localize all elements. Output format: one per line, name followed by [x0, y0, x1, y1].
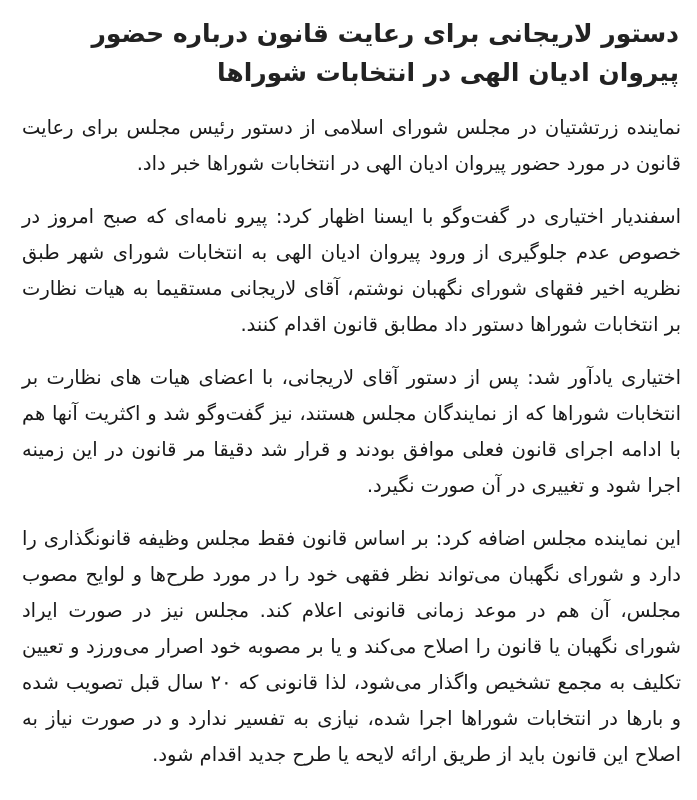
article-paragraph-2: اسفندیار اختیاری در گفت‌وگو با ایسنا اظهار کرد: پیرو نامه‌ای که صبح امروز در خصوص عدم جلوگیری از ورود پیروان ادیان الهی به انتخابات شورای شهر طبق نظریه اخیر فقهای شورای نگهبان نوشتم، آقای لاریجانی مستقیما به هیات نظارت بر انتخابات شوراها دستور داد مطابق قانون اقدام کنند. [22, 205, 681, 336]
article-paragraph-1: نماینده زرتشتیان در مجلس شورای اسلامی از دستور رئیس مجلس برای رعایت قانون در مورد حضور پیروان ادیان الهی در انتخابات شوراها خبر داد. [22, 116, 681, 175]
article-paragraph-4: این نماینده مجلس اضافه کرد: بر اساس قانون فقط مجلس وظیفه قانونگذاری را دارد و شورای نگهبان می‌تواند نظر فقهی خود را در مورد طرح‌ها و لوایح مصوب مجلس، آن هم در موعد زمانی قانونی اعلام کند. مجلس نیز در صورت ایراد شورای نگهبان یا قانون را اصلاح می‌کند و یا بر مصوبه خود اصرار می‌ورزد و تعیین تکلیف به مجمع تشخیص واگذار می‌شود، لذا قانونی که ۲۰ سال قبل تصویب شده و بارها در انتخابات شوراها اجرا شده، نیازی به تفسیر ندارد و در صورت نیاز به اصلاح این قانون باید از طریق ارائه لایحه یا طرح جدید اقدام شود. [22, 527, 681, 766]
article-paragraph-3: اختیاری یادآور شد: پس از دستور آقای لاریجانی، با اعضای هیات های نظارت بر انتخابات شوراها که از نمایندگان مجلس هستند، نیز گفت‌وگو شد و اکثریت آنها هم با ادامه اجرای قانون فعلی موافق بودند و قرار شد دقیقا مر قانون در این زمینه اجرا شود و تغییری در آن صورت نگیرد. [22, 366, 681, 497]
article-headline: دستور لاریجانی برای رعایت قانون درباره حضور پیروان ادیان الهی در انتخابات شوراها [91, 19, 679, 87]
